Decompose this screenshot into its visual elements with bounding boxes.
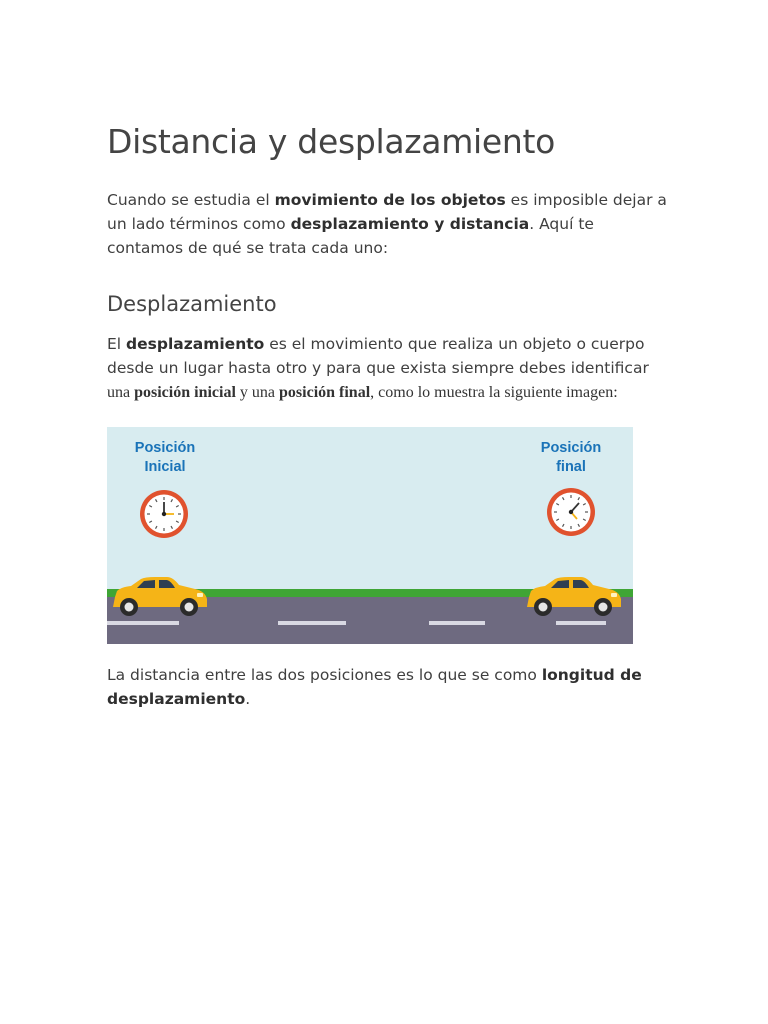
desplazamiento-paragraph <box>107 332 667 405</box>
desp-serif-2: y una <box>235 384 280 401</box>
road-marking <box>107 621 179 625</box>
displacement-illustration <box>107 427 633 644</box>
desp-serif-bold-2: posición final <box>279 384 371 401</box>
page-title: Distancia y desplazamiento <box>107 122 556 161</box>
desp-bold-1: desplazamiento <box>126 335 265 353</box>
road-marking <box>278 621 346 625</box>
section-heading: Desplazamiento <box>107 292 277 316</box>
clock-icon <box>547 488 595 536</box>
conclusion-paragraph <box>107 663 667 711</box>
left-position-label-1: Posición <box>134 440 196 456</box>
intro-bold-1: movimiento de los objetos <box>274 191 506 209</box>
desp-text-2: es el movimiento que realiza un objeto o cuerpo desde un lugar hasta otro y para que exista siempre debes identificar <box>107 335 649 377</box>
intro-text-2: es imposible dejar a un lado términos como <box>107 191 667 233</box>
road-marking <box>556 621 606 625</box>
intro-bold-2: desplazamiento y distancia <box>290 215 530 233</box>
right-position-label-2: final <box>556 459 586 475</box>
desp-serif-3: , como lo muestra la siguiente imagen: <box>370 384 618 401</box>
conclusion-text-1: La distancia entre las dos posiciones es lo que se como <box>107 666 542 684</box>
intro-paragraph <box>107 188 667 260</box>
left-position-label-2: Inicial <box>144 459 186 475</box>
clock-icon <box>140 490 188 538</box>
road-marking <box>429 621 485 625</box>
intro-text-3: . Aquí te contamos de qué se trata cada uno: <box>107 215 594 257</box>
intro-text-1: Cuando se estudia el <box>107 191 275 209</box>
desp-serif-1: una <box>107 384 135 401</box>
right-position-label-1: Posición <box>540 440 602 456</box>
conclusion-bold-1: longitud de desplazamiento <box>107 666 642 708</box>
desp-serif-bold-1: posición inicial <box>134 384 236 401</box>
desp-text-1: El <box>107 335 127 353</box>
conclusion-text-2: . <box>245 690 251 708</box>
